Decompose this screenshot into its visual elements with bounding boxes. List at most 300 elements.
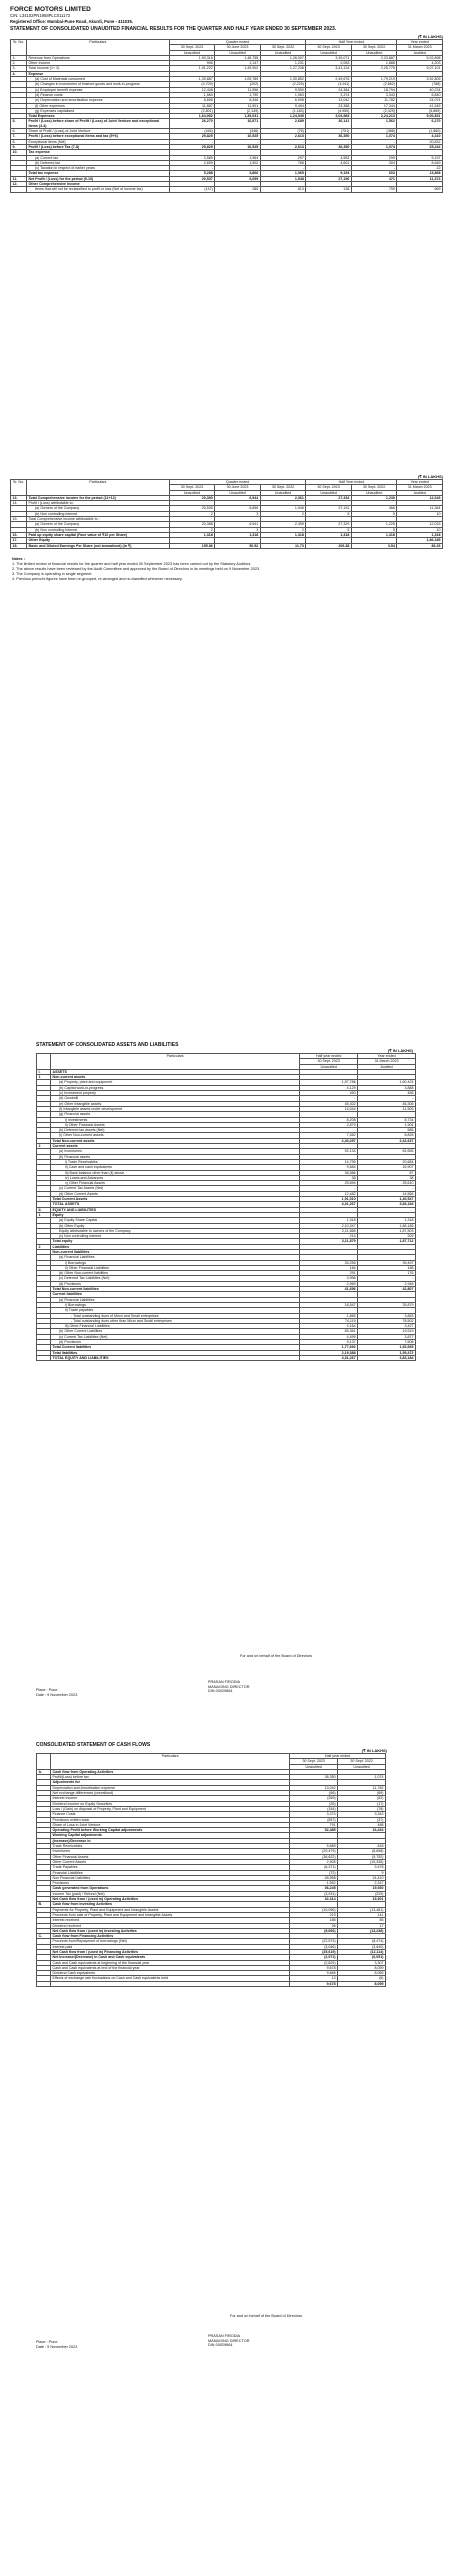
column-status-1: Unaudited [215,50,261,55]
pl-value: 4,203 [397,61,443,66]
column-cols-0: 30 Sept. 2023 [300,1059,358,1064]
pl-value: 40,234 [397,87,443,92]
pl2-value: 2 [169,511,215,516]
pl-value: 906 [169,61,215,66]
bs-value: 209 [358,1234,416,1239]
pl-value: (788) [397,82,443,87]
bs-value: 46,306 [358,1101,416,1106]
bs-value: 1,318 [300,1218,358,1223]
pl-label: Tax expense [26,150,169,155]
cf-value: (26) [290,1801,338,1806]
bs-value: 9,137 [300,1340,358,1345]
column-cols-4: 30 Sept. 2022 [351,485,397,490]
pl2-sr: 16. [11,532,27,537]
cf-value: (6,051) [338,1955,386,1960]
pl-label: (c) Taxation in respect of earlier years [26,166,169,171]
cf-value: 9,678 [290,1965,338,1970]
pl-sr: 3. [11,66,27,71]
column-status-5: Audited [397,50,443,55]
pl-row [11,187,443,192]
pl2-value: 466 [351,506,397,511]
pl-value: 1,902 [215,160,261,165]
pl2-value: 12,043 [397,495,443,500]
pl-value: 6,346 [215,98,261,103]
particulars-header-2: Particulars [26,480,169,496]
pl-value: 5,00,831 [397,114,443,119]
pl2-value: 6,941 [215,522,261,527]
pl-sr: 2. [11,61,27,66]
pl-value: 5,02,898 [397,55,443,60]
column-status-2: Unaudited [260,490,306,495]
pl-value: (445) [169,129,215,134]
pl-value: 9,154 [306,171,352,176]
pl-value: (4,911) [306,82,352,87]
bs-label: (f) Intangible assets under development [50,1106,299,1111]
column-status-4: Unaudited [351,490,397,495]
column-cols-1: 30 June 2023 [215,485,261,490]
pl-label: Total Expenses [26,114,169,119]
cf-signatory-name: PRASAN FIRODIA [208,2334,241,2338]
sr-header-2: Sr. No. [11,480,27,496]
cf-label: Interest Income [50,1796,289,1801]
pl-label: (f) Other expenses [26,103,169,108]
bs-label: (g) Financial assets [50,1112,299,1117]
bs-label: (a) Financial Liabilities [50,1255,299,1260]
pl-value: 2,23,887 [351,55,397,60]
pl-value: 9,550 [260,87,306,92]
pl-value: 9,494 [260,103,306,108]
pl-label: (a) Cost of Materials consumed [26,77,169,82]
bs-value: 2,11,665 [300,1228,358,1233]
bs-label: Liabilities [50,1244,299,1249]
cf-group-header: Half year ended [290,1754,386,1759]
cf-value: 26 [290,1923,338,1928]
cf-sr: B. [37,1902,51,1907]
bs-value: 20,684 [358,1159,416,1164]
pl2-value: 1,318 [260,532,306,537]
bs-label: ii) Trade payables [50,1308,299,1313]
page-cash-flows [0,1740,453,2349]
bs-value: 1,60,424 [358,1080,416,1085]
cf-value: 141 [338,1912,386,1917]
bs-value: 184 [300,1265,358,1270]
cf-value: (66) [290,1791,338,1796]
cf-value: (12,114) [338,1949,386,1954]
bs-value: - [358,1096,416,1101]
pl-value: 5,288 [169,171,215,176]
pl-value: 471 [351,176,397,181]
cf-value: 9,666 [290,1971,338,1976]
bs-label: Total Non-current assets [50,1138,299,1143]
bs-value: 2,40,257 [300,1138,358,1143]
column-status-0: Unaudited [300,1064,358,1069]
pl-label: Net Profit / (Loss) for the period (9-10) [26,176,169,181]
bs-sr: 2 [37,1144,51,1149]
pl-value: (4,709) [169,82,215,87]
bs-value: 34,256 [300,1260,358,1265]
cf-label: Depreciation and Amortisation expense [50,1785,289,1790]
column-status-1: Audited [358,1064,416,1069]
cf-label: Proceeds from sale of Property, Plant and Equipment and Intangible Assets [50,1912,289,1917]
page-balance-sheet [0,1040,453,1697]
bs-signatory-name: PRASAN FIRODIA [208,1680,241,1684]
bs-value: 2,946 [358,1281,416,1286]
bs-value: 25,610 [358,1181,416,1186]
pl-value: 4,410 [397,134,443,139]
pl-label: Items that will not be reclassified to profit or loss (Net of income tax) [26,187,169,192]
cf-label: Provisions written back [50,1817,289,1822]
cf-signatory-din: DIN 00029664 [208,2343,233,2348]
bs-value: 456 [358,1091,416,1096]
bs-value: 1,904 [358,1122,416,1127]
pl-value: (4,950) [306,108,352,113]
bs-value: 1,95,472 [358,1350,416,1355]
cf-value: (5,752) [338,1854,386,1859]
bs-title: STATEMENT OF CONSOLIDATED ASSETS AND LIABILITIES [36,1042,179,1048]
pl-value: 3,343 [351,92,397,97]
pl-value: 1,074 [351,144,397,149]
pl-value: 6,659 [215,176,261,181]
bs-label: iii) Other Financial Liabilities [50,1324,299,1329]
pl-value: 3,04,983 [306,114,352,119]
pl-value: 24,364 [306,87,352,92]
bs-label: (c) Non controlling interest [50,1234,299,1239]
cf-value: 19,301 [338,1897,386,1902]
pl-value: 3,866 [215,171,261,176]
cf-value: 12 [290,1976,338,1981]
pl-label: (g) Expenses capitalised [26,108,169,113]
cf-label: Net Cash flow from / (used in) Operating Activities [50,1897,289,1902]
bs-value: 7,462 [300,1133,358,1138]
bs-label: (c) Deferred Tax Liabilities (Net) [50,1276,299,1281]
bs-value: - [300,1128,358,1133]
bs-value: 35,879 [358,1302,416,1307]
column-cols-1: 31 March 2023 [358,1059,416,1064]
pl-value: 3,374 [306,92,352,97]
column-cols-0: 30 Sept. 2023 [169,485,215,490]
pl-value: 1,231 [260,61,306,66]
cf-label: Payments for Property, Plant and Equipment and Intangible Assets [50,1907,289,1912]
bs-label: (d) Goodwill [50,1096,299,1101]
page-results-continued [0,474,453,582]
pl-label: Total tax expense [26,171,169,176]
bs-value: 1,865 [300,1313,358,1318]
pl-value: 1,074 [351,134,397,139]
bs-label: Non-current liabilities [50,1249,299,1254]
pl-label: (b) Changes in inventories of finished goods and work-in-progress [26,82,169,87]
cf-signatory-designation: MANAGING DIRECTOR [208,2338,250,2343]
pl2-value: 1,86,185 [397,538,443,543]
pl-value: 6,098 [260,98,306,103]
column-cols-5: 31 March 2023 [397,45,443,50]
bs-label: (c) Current Tax Assets (Net) [50,1186,299,1191]
pl-value: (791) [306,129,352,134]
pl2-value: 10 [397,511,443,516]
pl-value: 1,91,222 [169,66,215,71]
pl-value: 1,147 [215,61,261,66]
pl-value: 11,501 [215,103,261,108]
bs-value: 4,164 [300,1324,358,1329]
bs-value: 39,497 [358,1260,416,1265]
pl-value: 11,374 [397,176,443,181]
pl-value: 6,270 [397,119,443,129]
pl-value: 25,825 [169,144,215,149]
bs-place: Place : Pune [36,1688,58,1692]
column-status-1: Unaudited [338,1764,386,1769]
cf-label: Net Cash flow from / (used in) Investing Activities [50,1928,289,1933]
column-status-5: Audited [397,490,443,495]
bs-value: 585 [358,1128,416,1133]
cf-row [37,1981,386,1986]
bs-value: 16,907 [358,1165,416,1170]
cf-value: (6) [338,1976,386,1981]
pl-value: 12,408 [169,87,215,92]
bs-label: ii) Other Financial Liabilities [50,1265,299,1270]
bs-value: 3,877 [358,1334,416,1339]
cf-label: Cash flow from Financing Activities [50,1934,289,1939]
cf-value: 52,485 [290,1828,338,1833]
pl-value: 297 [260,155,306,160]
pl-sr: 5. [11,119,27,129]
bs-value: 8,208 [300,1117,358,1122]
cf-value: 3,307 [338,1960,386,1965]
bs-label: EQUITY AND LIABILITIES [50,1207,299,1212]
unit-label-2: (₹ IN LAKHS) [417,474,443,479]
half-header: Half Year ended [306,40,397,45]
pl2-value: 27,191 [306,506,352,511]
cf-value: (154) [290,1806,338,1811]
cf-value: 791 [290,1822,338,1827]
pl-value: 36,141 [306,119,352,129]
pl2-value: 2 [260,527,306,532]
cf-value: 2,905 [290,1859,338,1864]
bs-value: 87 [358,1170,416,1175]
cf-label: Dividend Cash equivalents [50,1971,289,1976]
bs-label: Total Current Assets [50,1197,299,1202]
cf-value: (6,371) [290,1865,338,1870]
pl-value: 22 [397,166,443,171]
pl2-value: 1,318 [306,532,352,537]
column-status-0: Unaudited [169,490,215,495]
bs-label: (b) Financial assets [50,1154,299,1159]
pl2-value: 27,334 [306,495,352,500]
cf-label: Net exchange differences (unrealised) [50,1791,289,1796]
pl-value: 26,270 [169,119,215,129]
bs-value: 35 [300,1175,358,1180]
pl-value: - [260,139,306,144]
pl2-label: Total Comprehensive income attributable to : [26,517,169,522]
pl-sr: 4. [11,71,27,76]
pl-label: Expense [26,71,169,76]
bs-label: (b) Other Equity [50,1223,299,1228]
particulars-header: Particulars [26,40,169,56]
cf-signatory [208,2334,250,2348]
bs-value: 176 [358,1271,416,1276]
bs-particulars-header: Particulars [50,1054,299,1070]
bs-value: 8,839 [358,1133,416,1138]
pl-label: (a) Current tax [26,155,169,160]
bs-value: 36,586 [300,1170,358,1175]
cf-value: 9,678 [290,1981,338,1986]
cf-value: 2,327 [338,1881,386,1886]
bs-value: 1,318 [358,1218,416,1223]
cf-value: 5,889 [290,1844,338,1849]
pl-value: 3,39,071 [306,55,352,60]
column-cols-2: 30 Sept. 2022 [260,45,306,50]
bs-place-date [36,1688,77,1697]
pl-value: 25,825 [169,134,215,139]
pl-value: 13,868 [397,171,443,176]
bs-label: (c) Investment property [50,1091,299,1096]
bs-year-header: Year ended [358,1054,416,1059]
registered-office: Registered Office: Mumbai-Pune Road, Akurdi, Pune - 411035. [10,18,133,24]
pl2-value: 5 [351,511,397,516]
cf-sr-header [37,1754,51,1770]
pl-value: 1,27,238 [260,66,306,71]
cf-unit: (₹ IN LAKHS) [361,1748,387,1753]
pl-value: 1,963 [260,92,306,97]
pl-label: Other Income [26,61,169,66]
pl-value: 1,64,952 [169,114,215,119]
pl-value: - [169,166,215,171]
cf-label: Profit/(Loss) before tax [50,1775,289,1780]
column-status-4: Unaudited [351,50,397,55]
company-cin: CIN: L34102PN1958PLC011172 [10,13,71,18]
bs-value: 4,499 [300,1334,358,1339]
bs-sr: 1 [37,1075,51,1080]
bs-value: 4,31,267 [300,1355,358,1360]
pl2-value: 20,535 [169,506,215,511]
pl-value: 36,350 [306,134,352,139]
bs-value: 3,427 [358,1324,416,1329]
bs-value: 65,361 [300,1329,358,1334]
pl2-value: 2,359 [260,522,306,527]
bs-value: 3,996 [300,1276,358,1281]
pl-value: 20,832 [397,139,443,144]
bs-value: 2,11,879 [300,1239,358,1244]
pl2-value: 3.54 [351,543,397,548]
cf-value: (72) [290,1870,338,1875]
bs-value: 8,734 [358,1117,416,1122]
pl2-sr: 13. [11,495,27,500]
pl-sr: 6. [11,129,27,134]
bs-label: (h) Deferred tax assets (Net) [50,1128,299,1133]
cf-value: (78) [338,1806,386,1811]
pl2-value: 27,329 [306,522,352,527]
column-status-3: Unaudited [306,50,352,55]
cf-value: (52) [338,1796,386,1801]
bs-label: ii) Cash and cash equivalents [50,1165,299,1170]
cf-place: Place : Pune [36,2340,58,2344]
bs-value: 4,31,267 [300,1202,358,1207]
pl2-label: (a) Owners of the Company [26,506,169,511]
cf-label: Trade Payables [50,1865,289,1870]
cf-value: (17) [338,1801,386,1806]
bs-value: 38 [358,1175,416,1180]
cf-value: (25,619) [290,1949,338,1954]
cf-label: Finance Costs [50,1812,289,1817]
cf-value: 85 [338,1918,386,1923]
pl-value: 18,794 [351,87,397,92]
bs-value: 2,10,347 [300,1223,358,1228]
column-cols-5: 31 March 2023 [397,485,443,490]
pl-value: 5,197 [397,155,443,160]
bs-label: i) Trade Receivables [50,1159,299,1164]
bs-table [36,1053,416,1361]
pl-sr: 7. [11,134,27,139]
bs-value: 188 [358,1265,416,1270]
pl-value: 669 [397,187,443,192]
note-item: 1. The limited review of financial results for the quarter and half year ended 30 September 2023 has been carried out by the Statutory Auditors. [12,561,252,566]
column-status-0: Unaudited [169,50,215,55]
pl2-label: Other Equity [26,538,169,543]
pl2-value: 5 [306,511,352,516]
cf-label: Share of Loss in Joint Venture [50,1822,289,1827]
pl-value: 23,388 [306,103,352,108]
pl-sr: 11. [11,176,27,181]
pl-value: 13,042 [306,98,352,103]
bs-value: 1,87,712 [358,1239,416,1244]
bs-sr [37,1355,51,1360]
pl-label: Total Income (1+ 2) [26,66,169,71]
pl-value: 1,48,755 [215,55,261,60]
pl-value: 304 [351,160,397,165]
pl-label: (c) Employee benefit expense [26,87,169,92]
bs-label: i) Investments [50,1117,299,1122]
pl2-value: 6,656 [215,506,261,511]
bs-value: 78,502 [358,1318,416,1323]
pl-value: - [306,166,352,171]
cf-label: Dividend received [50,1923,289,1928]
cf-value: 8,059 [338,1981,386,1986]
bs-value: 9,684 [300,1165,358,1170]
pl2-sr: 18. [11,543,27,548]
cf-value: 45,958 [290,1875,338,1880]
cf-value: (19,336) [338,1859,386,1864]
pl-value: - [306,139,352,144]
bs-label: - Total outstanding dues of Micro and Small enterprises [50,1313,299,1318]
pl-value: 2,25,775 [351,66,397,71]
company-name: FORCE MOTORS LIMITED [10,6,91,13]
pl-value: 813 [260,187,306,192]
results-title: STATEMENT OF CONSOLIDATED UNAUDITED FINANCIAL RESULTS FOR THE QUARTER AND HALF YEAR ENDED 30 SEPTEMBER 2023. [10,26,337,32]
cf-value: 1,074 [338,1775,386,1780]
bs-value: 7,608 [358,1340,416,1345]
pl-value: - [260,166,306,171]
cf-value: (69) [338,1791,386,1796]
pl-value: 299 [351,155,397,160]
pl2-value: 12,033 [397,522,443,527]
bs-signatory-din: DIN 00029664 [208,1689,233,1694]
pl2-value: 5 [351,527,397,532]
cf-value: (3,046) [290,1944,338,1949]
pl-label: (e) Depreciation and amortisation expense [26,98,169,103]
cf-value: 36,245 [290,1886,338,1891]
pl-value: (5,889) [397,108,443,113]
cf-value: (9,666) [290,1928,338,1933]
cf-value: (29,479) [290,1849,338,1854]
cf-label: (Increase)/Decrease in [50,1838,289,1843]
bs-value: 3,888 [358,1085,416,1090]
cf-value: 488 [338,1822,386,1827]
pl2-value: 6,944 [215,495,261,500]
column-cols-4: 30 Sept. 2022 [351,45,397,50]
cf-value: (3,931) [290,1891,338,1896]
pl2-row [11,543,443,548]
bs-label: (a) Financial Liabilities [50,1297,299,1302]
cf-label: Working Capital adjustments [50,1833,289,1838]
cf-value: (36,622) [290,1854,338,1859]
